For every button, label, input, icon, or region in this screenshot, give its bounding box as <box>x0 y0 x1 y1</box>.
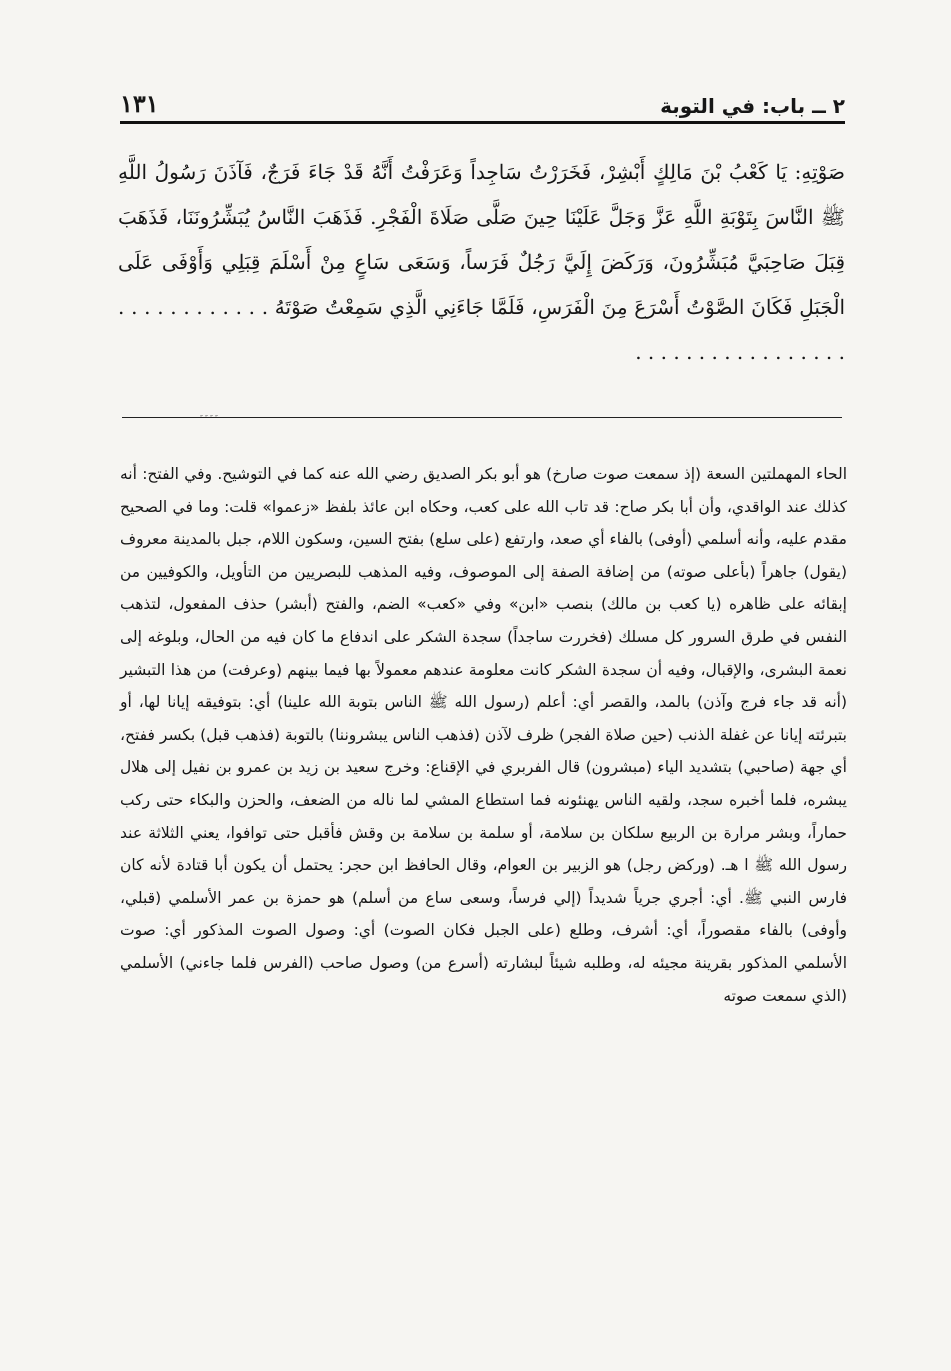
commentary-paragraph: الحاء المهملتين السعة (إذ سمعت صوت صارخ) هو أبو بكر الصديق رضي الله عنه كما في التوشيح. وفي الفتح: أنه كذلك عند الواقدي، وأن أبا بكر صاح: قد تاب الله على كعب، وحكاه ابن عائذ بلفظ «زعموا» قلت: وما في الصحيح مقدم عليه، وأنه أسلمي (أوفى) بالفاء أي صعد، وارتفع (على سلع) بفتح السين، وسكون اللام، جبل بالمدينة معروف (يقول) جاهراً (بأعلى صوته) من إضافة الصفة إلى الموصوف، وفيه المذهب للبصريين من التأويل، والكوفيين من إبقائه على ظاهره (يا كعب بن مالك) بنصب «ابن» وفي «كعب» الضم، والفتح (أبشر) حذف المفعول، لتذهب النفس في طرق السرور كل مسلك (فخررت ساجداً) سجدة الشكر على اندفاع ما كان فيه من الحال، وبلوغه إلى نعمة البشرى، والإقبال، وفيه أن سجدة الشكر كانت معلومة عندهم معمولاً بها فيما بينهم (وعرفت) من هذا التبشير (أنه قد جاء فرج وآذن) بالمد، والقصر أي: أعلم (رسول الله ﷺ الناس بتوبة الله علينا) أي: بتوفيقه إيانا لها، أو بتبرئته إيانا عن غفلة الذنب (حين صلاة الفجر) ظرف لآذن (فذهب الناس يبشروننا) بالتوبة (فذهب قبل) بكسر ففتح، أي جهة (صاحبي) بتشديد الياء (مبشرون) قال الفربري في الإقناع: وخرج سعيد بن زيد بن عمرو بن نفيل إلى هلال يبشره، فلما أخبره سجد، ولقيه الناس يهنئونه فما استطاع المشي لما ناله من الضعف، والحزن والبكاء حتى ركب حماراً، وبشر مرارة بن الربيع سلكان بن سلامة، أو سلمة بن سلامة بن وقش فأقبل حتى توافوا، يعني الثلاثة عند رسول الله ﷺ ا هـ. (وركض رجل) هو الزبير بن العوام، وقال الحافظ ابن حجر: يحتمل أن يكون أبا قتادة لأنه كان فارس النبي ﷺ. أي: أجري جرياً شديداً (إلي فرساً، وسعى ساع من أسلم) هو حمزة بن عمر الأسلمي (قبلي، وأوفى) بالفاء مقصوراً، أي: أشرف، وطلع (على الجبل فكان الصوت) أي: وصول الصوت المذكور أي: صوت الأسلمي المذكور بقرينة مجيئه له، وطلبه شيئاً لبشارته (أسرع من) وصول صاحب (الفرس فلما جاءني) الأسلمي (الذي سمعت صوته <box>120 465 847 1005</box>
page-header <box>120 78 845 118</box>
hadith-text <box>118 150 845 375</box>
header-rule <box>120 121 845 124</box>
commentary-text <box>120 458 847 1012</box>
page-number: ١٣١ <box>120 89 159 118</box>
separator-ornament: ″″″″ <box>200 414 220 423</box>
hadith-paragraph: صَوْتِهِ: يَا كَعْبُ بْنَ مَالِكٍ أَبْشِرْ، فَخَرَرْتُ سَاجِداً وَعَرَفْتُ أَنَّهُ قَدْ جَاءَ فَرَجٌ، فَآذَنَ رَسُولُ اللَّهِ ﷺ النَّاسَ بِتَوْبَةِ اللَّهِ عَزَّ وَجَلَّ عَلَيْنَا حِينَ صَلَّى صَلَاةَ الْفَجْرِ. فَذَهَبَ النَّاسُ يُبَشِّرُونَنَا، فَذَهَبَ قِبَلَ صَاحِبَيَّ مُبَشِّرُونَ، وَرَكَضَ إِلَيَّ رَجُلٌ فَرَساً، وَسَعَى سَاعٍ مِنْ أَسْلَمَ قِبَلِي وَأَوْفَى عَلَى الْجَبَلِ فَكَانَ الصَّوْتُ أَسْرَعَ مِنَ الْفَرَسِ، فَلَمَّا جَاءَنِي الَّذِي سَمِعْتُ صَوْتَهُ . . . . . . . . . . . . . . . . . . . . . . . . . . . . . <box>118 160 845 364</box>
chapter-title: ٢ ــ باب: في التوبة <box>660 94 845 118</box>
